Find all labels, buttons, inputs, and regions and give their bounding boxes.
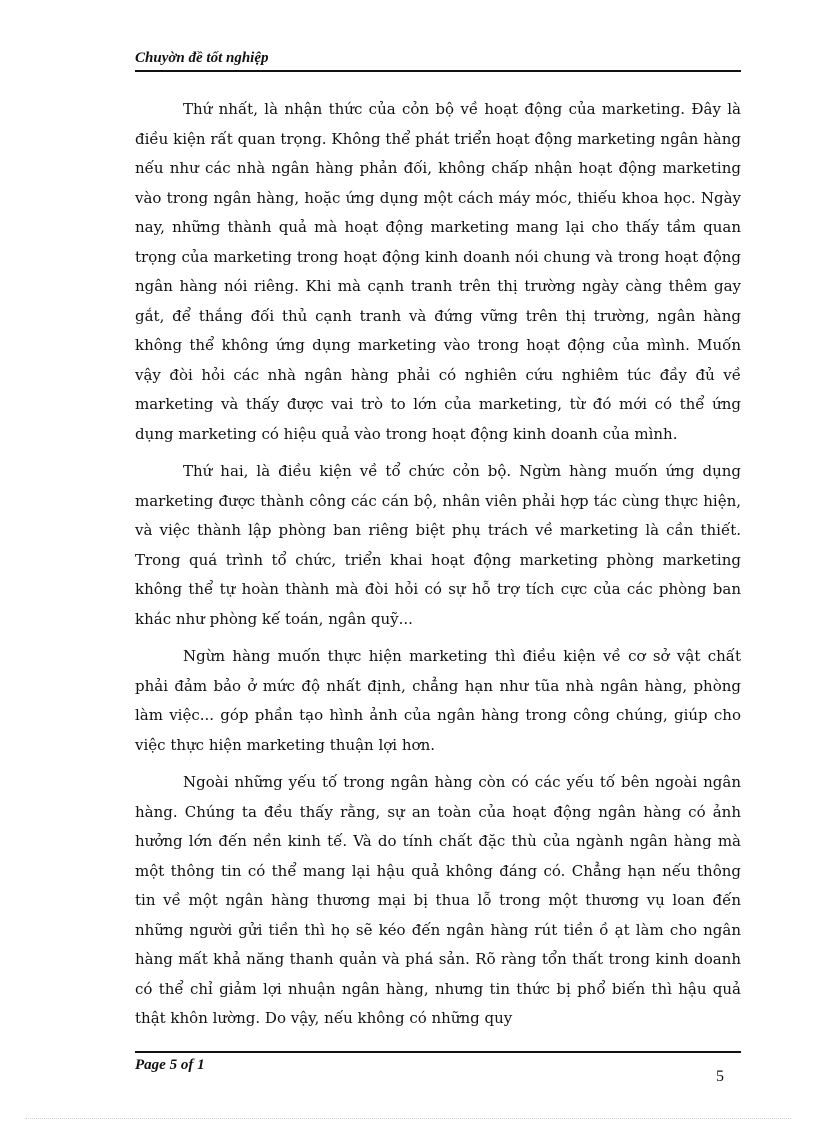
header-divider <box>135 70 741 72</box>
page-bottom-border <box>25 1118 791 1119</box>
paragraph: Thứ hai, là điều kiện về tổ chức cỏn bộ. Ngừn hàng muốn ứng dụng marketing được thành công các cán bộ, nhân viên phải hợp tác cùng thực hiện, và việc thành lập phòng ban riêng biệt phụ trách về marketing là cần thiết. Trong quá trình tổ chức, triển khai hoạt động marketing phòng marketing không thể tự hoàn thành mà đòi hỏi có sự hỗ trợ tích cực của các phòng ban khác như phòng kế toán, ngân quỹ... <box>135 462 741 628</box>
paragraph: Ngừn hàng muốn thực hiện marketing thì điều kiện về cơ sở vật chất phải đảm bảo ở mức độ nhất định, chẳng hạn như tũa nhà ngân hàng, phòng làm việc... góp phần tạo hình ảnh của ngân hàng trong công chúng, giúp cho việc thực hiện marketing thuận lợi hơn. <box>135 647 741 754</box>
footer-page-label: Page 5 of 1 <box>135 1057 205 1073</box>
footer-divider <box>135 1051 741 1053</box>
page-header-title: Chuyờn đề tốt nghiệp <box>135 50 269 66</box>
page-number: 5 <box>716 1068 724 1085</box>
paragraph: Thứ nhất, là nhận thức của cỏn bộ về hoạt động của marketing. Đây là điều kiện rất quan trọng. Không thể phát triển hoạt động marketing ngân hàng nếu như các nhà ngân hàng phản đối, không chấp nhận hoạt động marketing vào trong ngân hàng, hoặc ứng dụng một cách máy móc, thiếu khoa học. Ngày nay, những thành quả mà hoạt động marketing mang lại cho thấy tầm quan trọng của marketing trong hoạt động kinh doanh nói chung và trong hoạt động ngân hàng nói riêng. Khi mà cạnh tranh trên thị trường ngày càng thêm gay gắt, để thắng đối thủ cạnh tranh và đứng vững trên thị trường, ngân hàng không thể không ứng dụng marketing vào trong hoạt động của mình. Muốn vậy đòi hỏi các nhà ngân hàng phải có nghiên cứu nghiêm túc đầy đủ về marketing và thấy được vai trò to lớn của marketing, từ đó mới có thể ứng dụng marketing có hiệu quả vào trong hoạt động kinh doanh của mình. <box>135 100 741 443</box>
document-body <box>135 95 741 1042</box>
paragraph: Ngoài những yếu tố trong ngân hàng còn có các yếu tố bên ngoài ngân hàng. Chúng ta đều thấy rằng, sự an toàn của hoạt động ngân hàng có ảnh hưởng lớn đến nền kinh tế. Và do tính chất đặc thù của ngành ngân hàng mà một thông tin có thể mang lại hậu quả không đáng có. Chẳng hạn nếu thông tin về một ngân hàng thương mại bị thua lỗ trong một thương vụ loan đến những người gửi tiền thì họ sẽ kéo đến ngân hàng rút tiền ồ ạt làm cho ngân hàng mất khả năng thanh quản và phá sản. Rõ ràng tổn thất trong kinh doanh có thể chỉ giảm lợi nhuận ngân hàng, nhưng tin thức bị phổ biến thì hậu quả thật khôn lường. Do vậy, nếu không có những quy <box>135 773 741 1027</box>
